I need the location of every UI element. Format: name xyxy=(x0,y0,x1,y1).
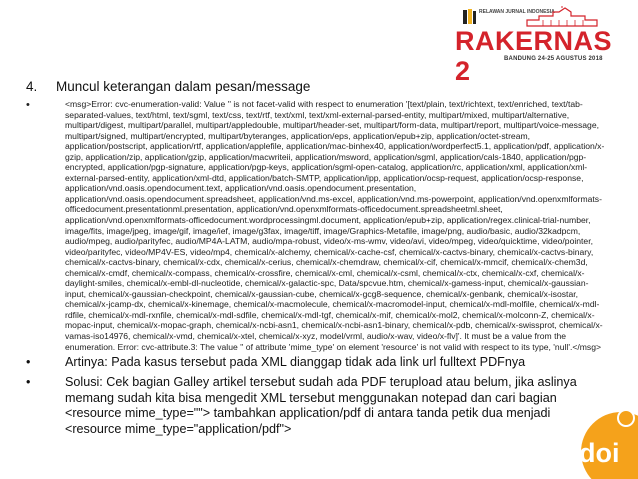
error-message-item xyxy=(26,99,606,354)
solution-item xyxy=(26,375,606,435)
doi-logo xyxy=(573,404,638,479)
bullet-icon: • xyxy=(26,355,31,369)
heading-number: 4. xyxy=(26,79,38,94)
rakernas-logo xyxy=(411,6,616,86)
bullet-icon: • xyxy=(26,99,30,111)
heading-text: Muncul keterangan dalam pesan/message xyxy=(56,79,311,94)
doi-logo-text: doi xyxy=(579,438,620,468)
logo-sub-text: BANDUNG 24-25 AGUSTUS 2018 xyxy=(504,56,603,62)
meaning-item xyxy=(26,355,586,373)
gedung-sate-icon xyxy=(523,6,601,28)
section-heading xyxy=(26,79,310,94)
solution-text: Solusi: Cek bagian Galley artikel tersebut sudah ada PDF terupload atau belum, jika aslinya memang sudah kita bisa mengedit XML tersebut menggunakan notepad dan cari bagian <resource mime_type=""> tambahkan application/pdf di antara tanda petik dua menjadi <resource mime_type="application/pdf"> xyxy=(65,375,577,436)
error-message-text: <msg>Error: cvc-enumeration-valid: Value '' is not facet-valid with respect to enumeration '[text/plain, text/richtext, text/enriched, text/tab-separated-values, text/html, text/sgml, text/css, text/rtf, text/xml, text/xml-external-parsed-entity, multipart/mixed, multipart/alternative, multipart/digest, multipart/parallel, multipart/appledouble, multipart/header-set, multipart/form-data, multipart/report, multipart/voice-message, multipart/signed, multipart/encrypted, multipart/byteranges, application/eps, application/epub+zip, application/octet-stream, application/postscript, application/rtf, application/applefile, application/mac-binhex40, application/wordperfect5.1, application/pdf, application/x-gzip, application/zip, application/gzip, application/macwriteii, application/msword, application/sgml, application/cals-1840, application/pgp-encrypted, application/pgp-signature, application/pgp-keys, application/sgml-open-catalog, application/rc, application/xml, application/xml-external-parsed-entity, application/xml-dtd, application/batch-SMTP, application/ipp, application/ocsp-request, application/ocsp-response, application/vnd.oasis.opendocument.text, application/vnd.oasis.opendocument.presentation, application/vnd.oasis.opendocument.spreadsheet, application/vnd.ms-excel, application/vnd.ms-powerpoint, application/vnd.openxmlformats-officedocument.presentationml.presentation, application/vnd.openxmlformats-officedocument.spreadsheetml.sheet, application/vnd.openxmlformats-officedocument.wordprocessingml.document, application/epub+zip, application/regex.clinical-trial-number, image/fits, image/jpeg, image/gif, image/ief, image/g3fax, image/tiff, image/Graphics-Metafile, image/png, audio/basic, audio/32kadpcm, audio/mpeg, audio/parityfec, audio/MP4A-LATM, audio/mpa-robust, video/x-ms-wmv, video/avi, video/mpeg, video/quicktime, video/pointer, video/parityfec, video/MP4V-ES, video/mp4, chemical/x-alchemy, chemical/x-cache-csf, chemical/x-cactvs-binary, chemical/x-cactvs-binary, chemical/x-cactvs-binary, chemical/x-cdx, chemical/x-cerius, chemical/x-chemdraw, chemical/x-cif, chemical/x-mmcif, chemical/x-chem3d, chemical/x-cmdf, chemical/x-compass, chemical/x-crossfire, chemical/x-cml, chemical/x-csml, chemical/x-ctx, chemical/x-cxf, chemical/x-daylight-smiles, chemical/x-embl-dl-nucleotide, chemical/x-galactic-spc, Data/spcvue.htm, chemical/x-gamess-input, chemical/x-gaussian-input, chemical/x-gaussian-checkpoint, chemical/x-gaussian-cube, chemical/x-gcg8-sequence, chemical/x-genbank, chemical/x-isostar, chemical/x-jcamp-dx, chemical/x-kinemage, chemical/x-macmolecule, chemical/x-macromodel-input, chemical/x-mdl-molfile, chemical/x-mdl-rdfile, chemical/x-mdl-rxnfile, chemical/x-mdl-sdfile, chemical/x-mdl-tgf, chemical/x-mif, chemical/x-mol2, chemical/x-molconn-Z, chemical/x-mopac-input, chemical/x-mopac-graph, chemical/x-ncbi-asn1, chemical/x-ncbi-asn1-binary, chemical/x-pdb, chemical/x-swissprot, chemical/x-vamas-iso14976, chemical/x-vmd, chemical/x-xtel, chemical/x-xyz, model/vrml, audio/x-wav, video/x-flv]'. It must be a value from the enumeration. Error: cvc-attribute.3: The value '' of attribute 'mime_type' on element 'resource' is not valid with respect to its type, 'null'.</msg> xyxy=(65,99,605,352)
bullet-icon: • xyxy=(26,375,31,389)
logo-small-text: RELAWAN JURNAL INDONESIA xyxy=(479,9,555,15)
logo-main-text: RAKERNAS 2 xyxy=(455,26,613,86)
rji-crest-icon xyxy=(461,8,477,26)
meaning-text: Artinya: Pada kasus tersebut pada XML dianggap tidak ada link url fulltext PDFnya xyxy=(65,355,526,369)
